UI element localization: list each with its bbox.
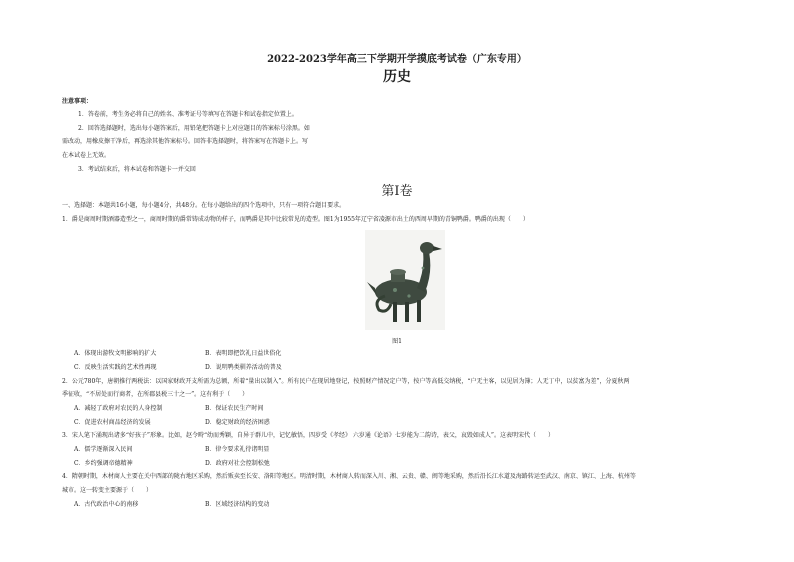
notice-item-1: 1．答卷前，考生务必将自己的姓名、准考证号等填写在答题卡和试卷指定位置上。	[78, 111, 298, 118]
q2-stem-line-2: 季征收，“不居处而行商者，在所郡县税三十之一”。这有利于（ ）	[62, 391, 249, 398]
figure-caption: 图1	[392, 338, 402, 345]
q2-option-d[interactable]: D．稳定财政的经济困惑	[205, 419, 270, 426]
q1-option-a[interactable]: A．体现出游牧文明影响的扩大	[74, 350, 157, 357]
part-title: 第Ⅰ卷	[381, 184, 413, 199]
q4-option-a[interactable]: A．古代政治中心的南移	[74, 501, 139, 508]
bronze-duck-vessel-image	[365, 230, 445, 330]
notice-item-3: 3．考试结束后，将本试卷和答题卡一并交回	[78, 166, 196, 173]
notice-item-2-line-2: 需改动，用橡皮擦干净后，再选涂其他答案标号。回答非选择题时，将答案写在答题卡上。写	[62, 138, 309, 145]
q3-option-a[interactable]: A．儒学逐渐深入民间	[74, 446, 133, 453]
q1-stem: 1．爵是商周时期酒器造型之一，商周时期的爵常铸成动物的样子，而鸭爵是其中比较常见的造型。图1为1955年辽宁省凌源市出土的西周早期的青铜鸭爵。鸭爵的出现（ ）	[62, 216, 529, 223]
q2-option-c[interactable]: C．促进农村商品经济的发展	[74, 419, 151, 426]
q3-option-b[interactable]: B．律令要求礼待诸明显	[205, 446, 270, 453]
bronze-duck-vessel-figure	[365, 230, 445, 330]
q2-option-b[interactable]: B．保证农民生产时间	[205, 405, 264, 412]
subject-title: 历史	[383, 69, 411, 85]
q1-option-c[interactable]: C．反映生活实践的艺术性再现	[74, 364, 157, 371]
notice-item-2-line-1: 2．回答选择题时，选出每小题答案后，用铅笔把答题卡上对应题目的答案标号涂黑。如	[78, 125, 310, 132]
q4-stem-line-1: 4．隋朝时期，木材商人主要在关中西部的陇右地区采购，然后贩卖至长安、洛阳等地区。明清时期，木材商人转而深入川、湘、云贵、赣、闽等地采购，然后沿长江水道及海路转运至武汉、南京、镇江、上海、杭州等	[62, 473, 636, 480]
q1-option-b[interactable]: B．表明即把饮礼日益世俗化	[205, 350, 282, 357]
q2-option-a[interactable]: A．减轻了政府对农民的人身控制	[74, 405, 163, 412]
q3-option-c[interactable]: C．乡约强调帝德精神	[74, 460, 133, 467]
section-intro: 一、选择题：本题共16小题，每小题4分，共48分。在每小题给出的四个选项中，只有一项符合题目要求。	[62, 202, 346, 209]
q4-stem-line-2: 城市。这一转变主要源于（ ）	[62, 487, 153, 494]
q1-option-d[interactable]: D．说明鸭类驯养活动的普及	[205, 364, 282, 371]
q3-stem: 3．宋人笔下涌现出诸多“好孩子”形象。比如，赵令畤“幼而秀颖，自异于群儿中，记忆敏悟，四岁受《孝经》 六岁通《论语》七岁能为二韵诗，表父，哀毁如成人”。这表明宋代（ ）	[62, 432, 554, 439]
q2-stem-line-1: 2．公元780年，唐朝推行两税法：以国家财政开支所需为总额，所着“量出以制入”。所有民户在现居地登记，按照财产情况定户等，按户等高低交纳税，“户无主客，以见居为簿；人无丁中，以贫富为差”，分夏秋两	[62, 378, 630, 385]
q4-option-b[interactable]: B．区域经济结构的变动	[205, 501, 270, 508]
exam-title: 2022-2023学年高三下学期开学摸底考试卷（广东专用）	[267, 54, 527, 65]
notice-item-2-line-3: 在本试卷上无效。	[62, 152, 111, 159]
notice-heading: 注意事项：	[62, 98, 93, 105]
q3-option-d[interactable]: D．政府对社会控制松弛	[205, 460, 270, 467]
